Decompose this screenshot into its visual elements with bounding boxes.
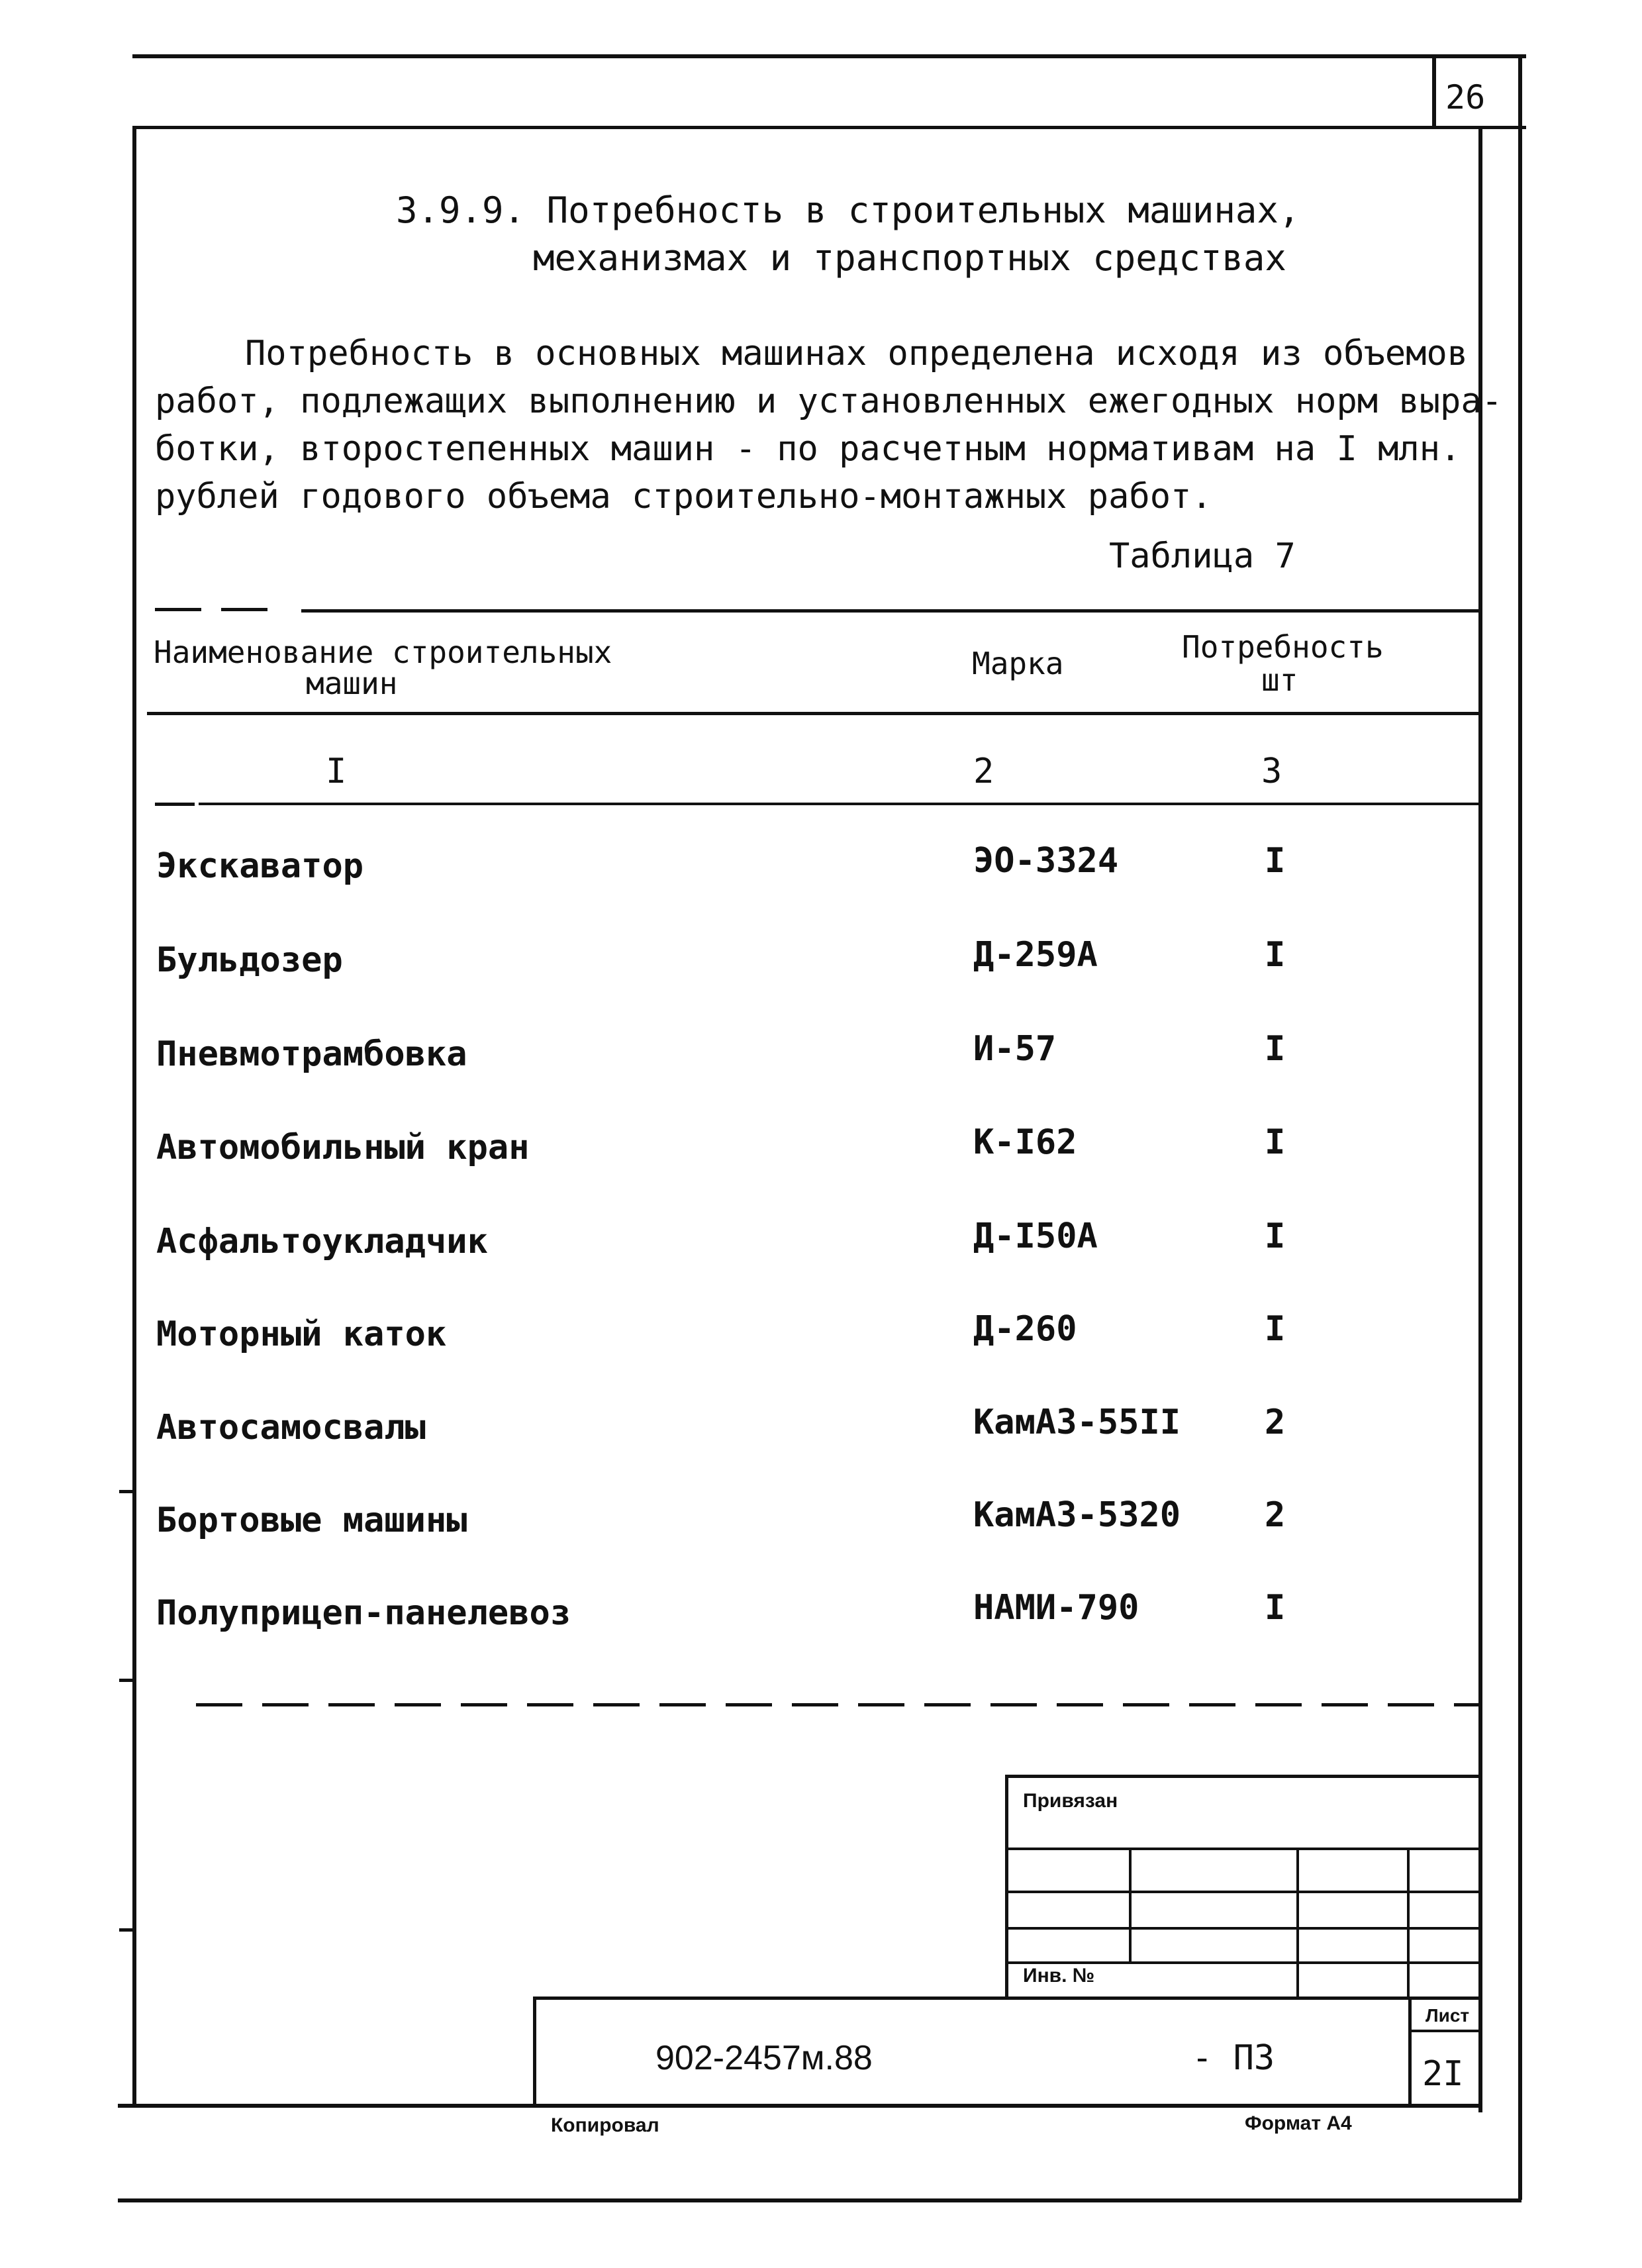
table-bottom-dash: [196, 1703, 1482, 1706]
table-colnum-dash: [155, 803, 195, 806]
header-brand: Марка: [972, 646, 1064, 681]
frame-top-line: [132, 126, 1526, 129]
outer-right-line: [1518, 54, 1522, 2200]
sheet-label-line: [1408, 2030, 1482, 2032]
row-3-name: Пневмотрамбовка: [156, 1034, 467, 1074]
copied-by-label: Копировал: [551, 2114, 659, 2136]
section-title-line2: механизмах и транспортных средствах: [533, 237, 1286, 279]
paragraph-line-3: ботки, второстепенных машин - по расчетным нормативам на I млн.: [155, 429, 1461, 469]
row-8-name: Бортовые машины: [156, 1501, 467, 1540]
left-tick-3: [119, 1928, 134, 1932]
privyazan-top: [1005, 1775, 1482, 1778]
row-3-qty: I: [1265, 1029, 1286, 1069]
row-4-brand: К-I62: [973, 1122, 1077, 1162]
row-7-brand: КамАЗ-55II: [973, 1403, 1181, 1442]
privyazan-col-2: [1296, 1848, 1299, 2000]
row-8-qty: 2: [1265, 1495, 1286, 1535]
row-7-qty: 2: [1265, 1403, 1286, 1442]
row-6-name: Моторный каток: [156, 1314, 447, 1354]
row-2-name: Бульдозер: [156, 940, 343, 980]
page-number-box-left: [1432, 54, 1436, 128]
row-9-qty: I: [1265, 1588, 1286, 1628]
format-label: Формат А4: [1245, 2112, 1352, 2134]
row-5-qty: I: [1265, 1216, 1286, 1256]
row-1-name: Экскаватор: [156, 846, 364, 886]
left-tick-1: [119, 1490, 134, 1493]
privyazan-col-1: [1129, 1848, 1132, 1961]
stamp-left-line: [533, 1997, 536, 2106]
paragraph-line-4: рублей годового объема строительно-монтажных работ.: [155, 477, 1212, 517]
header-name-line1: Наименование строительных: [154, 634, 612, 670]
table-colnum-line: [199, 803, 1482, 805]
frame-bottom-line: [118, 2104, 1482, 2108]
table-top-line: [301, 609, 1482, 613]
row-6-brand: Д-260: [973, 1309, 1077, 1349]
table-caption: Таблица 7: [1109, 536, 1296, 576]
privyazan-col-3: [1407, 1848, 1410, 2000]
privyazan-row-2: [1005, 1891, 1482, 1893]
left-tick-2: [119, 1679, 134, 1682]
stamp-sheet-divider: [1408, 1997, 1412, 2106]
privyazan-row-1: [1005, 1848, 1482, 1850]
outer-bottom-line: [118, 2198, 1521, 2202]
section-title-line1: 3.9.9. Потребность в строительных машинах,: [396, 189, 1300, 231]
header-name-line2: машин: [306, 666, 398, 701]
privyazan-left: [1005, 1775, 1008, 2000]
stamp-top-line: [533, 1997, 1482, 2000]
doc-suffix: - ПЗ: [1192, 2038, 1275, 2078]
doc-code: 902-2457м.88: [655, 2039, 873, 2077]
privyazan-row-4: [1005, 1961, 1482, 1964]
table-header-line: [147, 712, 1482, 715]
inv-no-label: Инв. №: [1023, 1965, 1095, 1987]
row-4-qty: I: [1265, 1122, 1286, 1162]
row-2-qty: I: [1265, 935, 1286, 975]
row-9-brand: НАМИ-790: [973, 1588, 1139, 1628]
row-5-brand: Д-I50А: [973, 1216, 1098, 1256]
row-5-name: Асфальтоукладчик: [156, 1222, 488, 1261]
sheet-number: 2I: [1422, 2054, 1464, 2094]
header-need-line2: шт: [1261, 662, 1298, 698]
row-1-qty: I: [1265, 841, 1286, 881]
row-3-brand: И-57: [973, 1029, 1057, 1069]
table-top-dash: [155, 608, 287, 611]
row-4-name: Автомобильный кран: [156, 1128, 530, 1167]
colnum-1: I: [326, 752, 347, 791]
row-1-brand: ЭО-3324: [973, 841, 1119, 881]
top-border-line: [132, 54, 1526, 58]
row-2-brand: Д-259А: [973, 935, 1098, 975]
paragraph-line-1: Потребность в основных машинах определена исходя из объемов: [245, 334, 1469, 373]
page-number: 26: [1445, 78, 1486, 117]
colnum-2: 2: [973, 752, 994, 791]
paragraph-line-2: работ, подлежащих выполнению и установленных ежегодных норм выра-: [155, 381, 1502, 421]
sheet-label: Лист: [1425, 2005, 1470, 2026]
row-8-brand: КамАЗ-5320: [973, 1495, 1181, 1535]
colnum-3: 3: [1261, 752, 1282, 791]
row-6-qty: I: [1265, 1309, 1286, 1349]
row-7-name: Автосамосвалы: [156, 1408, 426, 1448]
privyazan-label: Привязан: [1023, 1790, 1118, 1812]
frame-left-line: [132, 126, 136, 2106]
header-need-line1: Потребность: [1182, 629, 1384, 665]
row-9-name: Полуприцеп-панелевоз: [156, 1593, 571, 1633]
privyazan-row-3: [1005, 1927, 1482, 1930]
